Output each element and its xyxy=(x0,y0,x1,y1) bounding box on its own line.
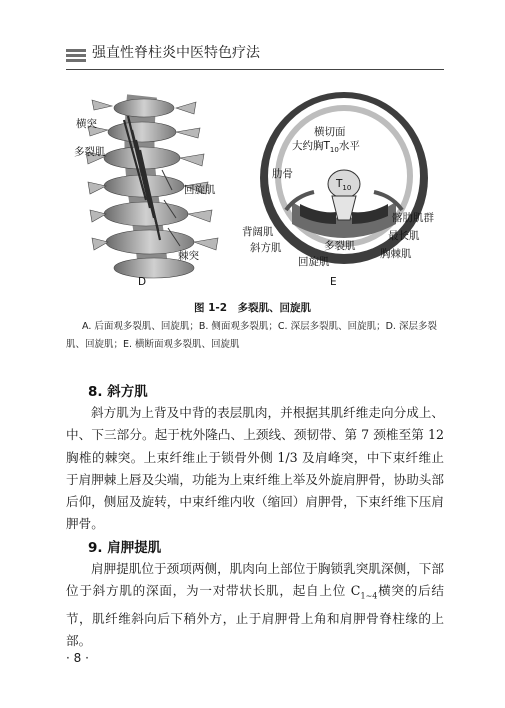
page-number: · 8 · xyxy=(66,651,89,665)
section-9-heading: 9. 肩胛提肌 xyxy=(88,540,162,556)
section-8-heading: 8. 斜方肌 xyxy=(88,384,148,400)
label-multifidus-d: 多裂肌 xyxy=(74,146,106,158)
label-rib: 肋骨 xyxy=(272,168,293,180)
label-section-level: 大约胸$T_{10}$水平 xyxy=(292,140,360,155)
figure-caption-title: 图 1-2 多裂肌、回旋肌 xyxy=(193,302,312,314)
panel-letter-e: E xyxy=(330,276,337,288)
header-rule xyxy=(66,69,444,70)
header-bars-icon xyxy=(66,49,86,64)
label-multifidus-e: 多裂肌 xyxy=(324,240,356,252)
label-trapezius: 斜方肌 xyxy=(250,242,282,254)
panel-letter-d: D xyxy=(138,276,147,288)
header-title: 强直性脊柱炎中医特色疗法 xyxy=(92,45,260,61)
label-rotatores-d: 回旋肌 xyxy=(184,184,216,196)
label-latissimus: 背阔肌 xyxy=(242,226,274,238)
label-vertebra-t10: $T_{10}$ xyxy=(336,178,352,193)
label-transverse-process: 横突 xyxy=(76,118,97,130)
label-spinous-process: 棘突 xyxy=(178,250,199,262)
section-8-paragraph: 斜方肌为上背及中背的表层肌肉，并根据其肌纤维走向分成上、中、下三部分。起于枕外隆凸、上颈线、颈韧带、第 7 颈椎至第 12 胸椎的棘突。上束纤维止于锁骨外侧 1/3 及肩峰突，中下束纤维止于肩胛棘上唇及尖端，功能为上束纤维上举及外旋肩胛骨，协助头部后仰，侧屈及旋转，中束纤维内收（缩回）肩胛骨，下束纤维下压肩胛骨。 xyxy=(66,405,444,532)
label-iliocostalis: 髂肋肌群 xyxy=(392,212,434,224)
label-longissimus: 最长肌 xyxy=(388,230,420,242)
label-rotatores-e: 回旋肌 xyxy=(298,256,330,268)
running-header xyxy=(66,44,446,64)
label-spinalis: 胸棘肌 xyxy=(380,248,412,260)
label-section-title: 横切面 xyxy=(314,126,346,138)
figure-1-2 xyxy=(66,84,444,290)
figure-caption-note: A. 后面观多裂肌、回旋肌；B. 侧面观多裂肌；C. 深层多裂肌、回旋肌；D. 深层多裂肌、回旋肌；E. 横断面观多裂肌、回旋肌 xyxy=(66,321,437,350)
section-9-paragraph: 肩胛提肌位于颈项两侧，肌肉向上部位于胸锁乳突肌深侧，下部位于斜方肌的深面，为一对带状长肌，起自上位 $C_{1\sim 4}$横突的后结节，肌纤维斜向后下稍外方，止于肩胛骨上角和肩胛骨脊柱缘的上部。 xyxy=(66,561,445,649)
